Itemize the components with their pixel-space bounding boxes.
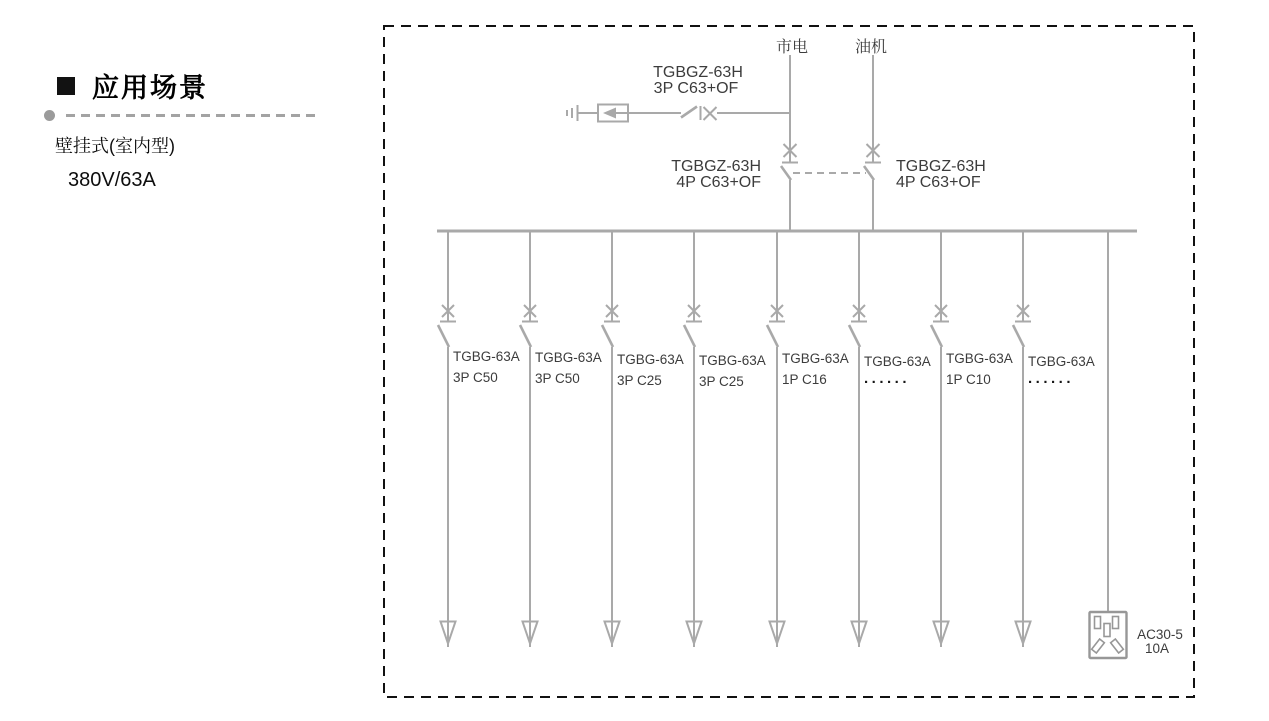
breaker-icon bbox=[1015, 231, 1031, 322]
feeder-branch bbox=[1013, 231, 1095, 647]
ground-icon bbox=[567, 105, 578, 121]
section-title-row bbox=[57, 66, 208, 105]
separator-dashes bbox=[66, 114, 316, 117]
feeder-rating-ellipsis-label: ...... bbox=[1028, 370, 1075, 387]
title-square-bullet-icon bbox=[57, 77, 75, 95]
breaker-blade-icon bbox=[931, 325, 942, 347]
feeder-branch bbox=[684, 231, 766, 647]
spd-breaker-model-label: TGBGZ-63H bbox=[653, 64, 743, 81]
feeder-rating-label: 3P C25 bbox=[617, 373, 662, 388]
ats-right-rating-label: 4P C63+OF bbox=[896, 174, 981, 191]
feeder-model-label: TGBG-63A bbox=[617, 352, 684, 367]
breaker-blade-icon bbox=[602, 325, 613, 347]
breaker-blade-icon bbox=[520, 325, 531, 347]
feeder-branch bbox=[438, 231, 520, 647]
socket-branch bbox=[1090, 231, 1183, 658]
ats-switch-icon bbox=[864, 144, 881, 180]
socket-model-label: AC30-5 bbox=[1137, 627, 1183, 642]
feeder-branch bbox=[849, 231, 931, 647]
breaker-icon bbox=[933, 231, 949, 322]
ats-right-model-label: TGBGZ-63H bbox=[896, 158, 986, 175]
breaker-icon bbox=[769, 231, 785, 322]
surge-arrester-icon bbox=[598, 105, 628, 122]
feeder-rating-label: 3P C50 bbox=[453, 370, 498, 385]
feeder-rating-label: 3P C25 bbox=[699, 374, 744, 389]
ats-generator-branch bbox=[864, 55, 986, 231]
separator-dot-icon bbox=[44, 110, 55, 121]
breaker-icon bbox=[522, 231, 538, 322]
feeder-model-label: TGBG-63A bbox=[1028, 354, 1095, 369]
breaker-blade-icon bbox=[767, 325, 778, 347]
feeder-branch bbox=[767, 231, 849, 647]
dashed-separator bbox=[44, 109, 324, 121]
feeder-rating-label: 1P C10 bbox=[946, 372, 991, 387]
feeder-model-label: TGBG-63A bbox=[535, 350, 602, 365]
breaker-icon bbox=[686, 231, 702, 322]
breaker-icon bbox=[440, 231, 456, 322]
breaker-icon bbox=[681, 106, 717, 120]
ats-switch-icon bbox=[781, 144, 798, 180]
breaker-blade-icon bbox=[849, 325, 860, 347]
mount-type-label: 壁挂式(室内型) bbox=[55, 136, 175, 156]
left-panel bbox=[0, 0, 380, 721]
breaker-icon bbox=[851, 231, 867, 322]
mains-source-label: 市电 bbox=[775, 39, 809, 56]
application-diagram bbox=[383, 25, 1195, 698]
feeder-model-label: TGBG-63A bbox=[864, 354, 931, 369]
spd-branch bbox=[567, 64, 790, 122]
breaker-blade-icon bbox=[1013, 325, 1024, 347]
spd-breaker-rating-label: 3P C63+OF bbox=[653, 80, 739, 97]
ats-left-model-label: TGBGZ-63H bbox=[671, 158, 761, 175]
breaker-icon bbox=[604, 231, 620, 322]
socket-rating-label: 10A bbox=[1144, 641, 1170, 656]
ats-left-rating-label: 4P C63+OF bbox=[676, 174, 761, 191]
voltage-spec-label: 380V/63A bbox=[68, 169, 156, 191]
feeder-branch bbox=[520, 231, 602, 647]
feeder-rating-label: 3P C50 bbox=[535, 371, 580, 386]
feeder-rating-label: 1P C16 bbox=[782, 372, 827, 387]
breaker-blade-icon bbox=[684, 325, 695, 347]
single-line-diagram-svg bbox=[383, 25, 1195, 698]
feeder-model-label: TGBG-63A bbox=[782, 351, 849, 366]
feeder-branch bbox=[931, 231, 1013, 647]
feeder-branch bbox=[602, 231, 684, 647]
feeder-rating-ellipsis-label: ...... bbox=[864, 370, 911, 387]
feeder-model-label: TGBG-63A bbox=[453, 349, 520, 364]
breaker-blade-icon bbox=[438, 325, 449, 347]
section-title: 应用场景 bbox=[92, 73, 208, 103]
generator-source-label: 油机 bbox=[854, 39, 888, 56]
feeder-model-label: TGBG-63A bbox=[699, 353, 766, 368]
feeder-model-label: TGBG-63A bbox=[946, 351, 1013, 366]
socket-icon bbox=[1090, 612, 1127, 658]
